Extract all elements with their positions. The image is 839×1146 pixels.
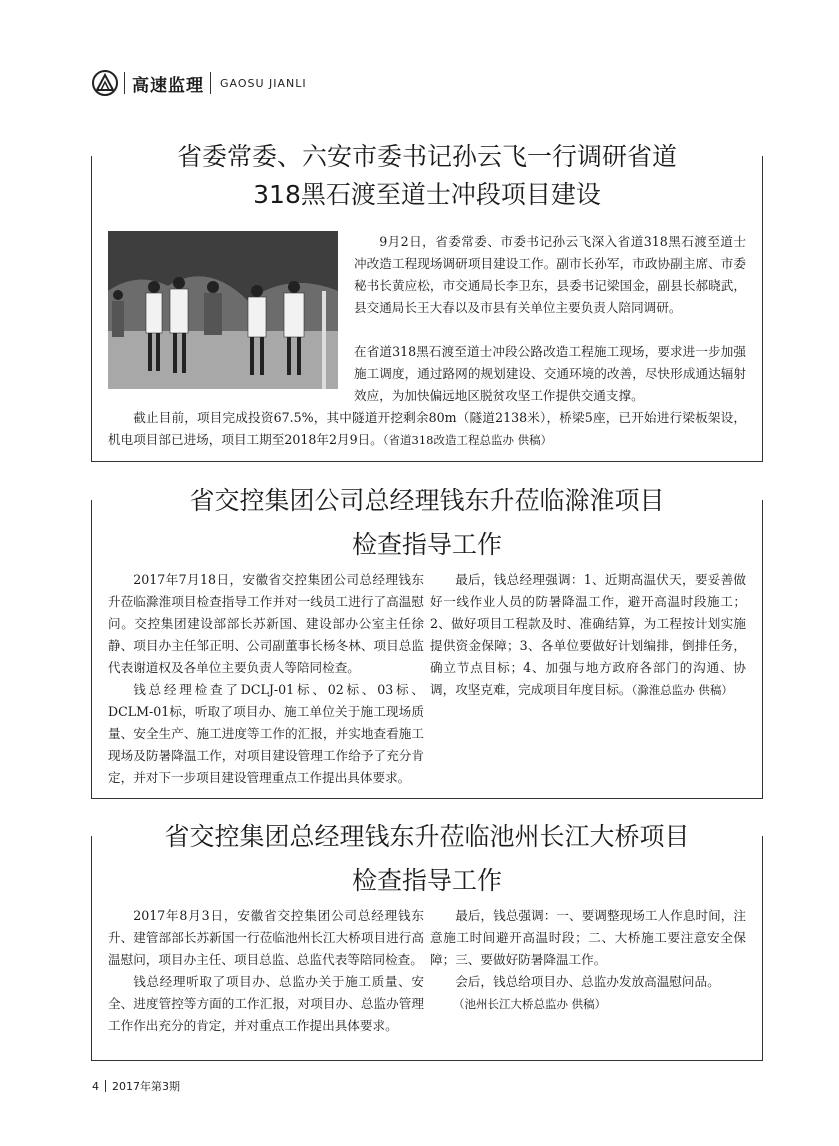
header-divider	[210, 72, 211, 94]
article-3-paragraph-1: 2017年8月3日，安徽省交控集团公司总经理钱东升、建管部部长苏新国一行莅临池州长江大桥项目进行高温慰问，项目办主任、项目总监、总监代表等陪同检查。	[108, 908, 424, 967]
article-2-column-left	[108, 569, 424, 789]
article-1-body-end	[108, 407, 746, 451]
article-1-credit: （省道318改造工程总监办 供稿）	[382, 433, 553, 447]
article-2	[91, 486, 763, 799]
article-3-paragraph-3: 最后，钱总强调：一、要调整现场工人作息时间，注意施工时间避开高温时段；二、大桥施工要注意安全保障；三、要做好防暑降温工作。	[430, 908, 746, 967]
article-3-credit: （池州长江大桥总监办 供稿）	[453, 997, 607, 1011]
article-1-paragraph-2: 在省道318黑石渡至道士冲段公路改造工程施工现场，要求进一步加强施工调度，通过路网的规划建设、交通环境的改善，尽快形成通达辐射效应，为加快偏远地区脱贫攻坚工作提供交通支撑。	[354, 344, 746, 403]
magazine-name: 高速监理	[132, 75, 204, 96]
article-2-title-line2: 检查指导工作	[92, 525, 762, 561]
article-2-paragraph-1: 2017年7月18日，安徽省交控集团公司总经理钱东升莅临滁淮项目检查指导工作并对一线员工进行了高温慰问。交控集团建设部部长苏新国、建设部办公室主任徐静、项目办主任邹正明、公司副董事长杨冬林、项目总监代表谢道权及各单位主要负责人等陪同检查。	[108, 572, 424, 675]
article-3-paragraph-4: 会后，钱总给项目办、总监办发放高温慰问品。	[455, 974, 720, 989]
article-3	[91, 822, 763, 1061]
issue-label: 2017年第3期	[112, 1080, 180, 1093]
article-2-paragraph-3: 最后，钱总经理强调：1、近期高温伏天，要妥善做好一线作业人员的防暑降温工作，避开高温时段施工；2、做好项目工程款及时、准确结算，为工程按计划实施提供资金保障；3、各单位要做好计划编排，倒排任务，确立节点目标；4、加强与地方政府各部门的沟通、协调，攻坚克难，完成项目年度目标。（滁淮总监办 供稿）	[430, 572, 746, 697]
footer-divider	[105, 1080, 106, 1092]
article-2-paragraph-2: 钱总经理检查了DCLJ-01标、02标、03标、DCLM-01标，听取了项目办、施工单位关于施工现场质量、安全生产、施工进度等工作的汇报，并实地查看施工现场及防暑降温工作，对项目建设管理工作给予了充分肯定，并对下一步项目建设管理重点工作提出具体要求。	[108, 682, 424, 785]
page-footer	[92, 1078, 180, 1094]
article-3-column-right	[430, 905, 746, 1037]
article-1-paragraph-1: 9月2日，省委常委、市委书记孙云飞深入省道318黑石渡至道士冲改造工程现场调研项目建设工作。副市长孙军，市政协副主席、市委秘书长黄应松，市交通局长李卫东，县委书记梁国金，副县长郝晓武，县交通局长王大春以及市县有关单位主要负责人陪同调研。	[354, 234, 746, 315]
article-2-column-right	[430, 569, 746, 789]
article-1-lead	[354, 231, 746, 319]
magazine-pinyin: GAOSU JIANLI	[220, 76, 307, 90]
article-3-paragraph-2: 钱总经理听取了项目办、总监办关于施工质量、安全、进度管控等方面的工作汇报，对项目办、总监办管理工作作出充分的肯定，并对重点工作提出具体要求。	[108, 974, 424, 1033]
magazine-header	[92, 66, 307, 100]
article-3-title-line2: 检查指导工作	[92, 861, 762, 897]
article-1-paragraph-3: 截止目前，项目完成投资67.5%，其中隧道开挖剩余80m（隧道2138米），桥梁5座，已开始进行梁板架设，机电项目部已进场，项目工期至2018年2月9日。（省道318改造工程总监办 供稿）	[108, 410, 746, 447]
article-2-title-line1: 省交控集团公司总经理钱东升莅临滁淮项目	[92, 481, 762, 517]
article-1-title-line2: 318黑石渡至道士冲段项目建设	[92, 175, 762, 211]
article-1	[91, 142, 763, 462]
article-3-body	[108, 905, 746, 1037]
article-1-title-line1: 省委常委、六安市委书记孙云飞一行调研省道	[92, 137, 762, 173]
article-3-title-line1: 省交控集团总经理钱东升莅临池州长江大桥项目	[92, 817, 762, 853]
article-2-body	[108, 569, 746, 789]
article-3-column-left	[108, 905, 424, 1037]
header-divider	[124, 72, 125, 94]
article-1-body	[108, 341, 746, 407]
page-number: 4	[92, 1079, 99, 1093]
article-2-credit: （滁淮总监办 供稿）	[631, 683, 733, 697]
highway-logo-icon	[92, 70, 118, 96]
